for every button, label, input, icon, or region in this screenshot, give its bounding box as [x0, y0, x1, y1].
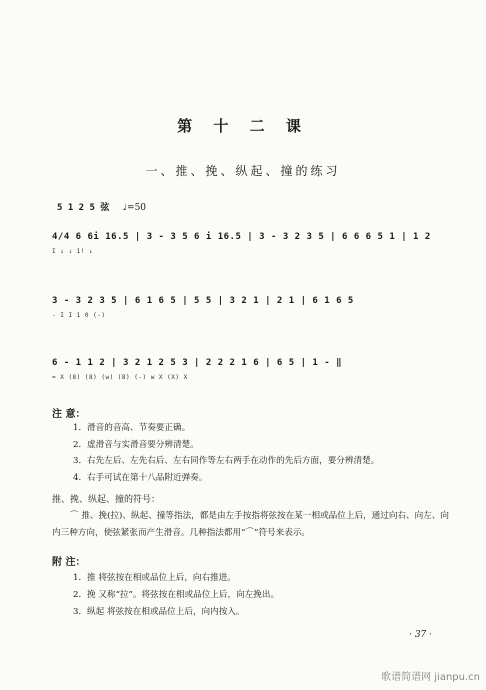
appendix-item: 3．纵起 将弦按在相或品位上后，向内按入。	[73, 607, 245, 617]
score-row-3	[52, 352, 446, 382]
lesson-title: 第 十 二 课	[177, 117, 309, 135]
score-row-notes: 6 - 1 1 2 | 3 2 1 2 5 3 | 2 2 2 1 6 | 6 5 | 1 - ‖	[52, 358, 343, 368]
notes-item: 4．右手可试在第十八品附近弹奏。	[73, 472, 208, 483]
page-number: · 37 ·	[409, 630, 432, 640]
score-row-2	[52, 290, 446, 320]
notes-list	[73, 420, 453, 486]
score-row-notes: 4/4 6 6i 16.5 | 3 - 3 5 6 i 16.5 | 3 - 3 2 3 5 | 6 6 6 5 1 | 1 2	[52, 232, 431, 242]
appendix-heading: 附 注：	[52, 557, 86, 568]
notes-item: 1．滑音的音高、节奏要正确。	[73, 423, 191, 433]
string-tuning: 5 1 2 5 弦	[57, 203, 110, 213]
appendix-item: 2．挽 又称“拉”。将弦按在相或品位上后，向左挽出。	[73, 590, 280, 600]
appendix-list	[73, 570, 453, 621]
symbol-description: ⌒ 推、挽(拉)、纵起、撞等指法，都是由左手按指将弦按在某一相或品位上后，通过向右、向左、向内三种方向，使弦紧张而产生滑音。几种指法都用“⌒”符号来表示。	[52, 511, 449, 538]
score-row-marks: = X (8) (8) (w) (8) (-) w X (X) X	[52, 374, 188, 381]
symbol-heading: 推、挽、纵起、撞的符号：	[52, 495, 161, 505]
appendix-item: 1．推 将弦按在相或品位上后，向右推进。	[73, 573, 236, 583]
section-title: 一、推、挽、纵起、撞的练习	[145, 164, 341, 178]
score-row-notes: 3 - 3 2 3 5 | 6 1 6 5 | 5 5 | 3 2 1 | 2 1 | 6 1 6 5	[52, 296, 354, 306]
score-row-marks: - I I 1 0 (-)	[52, 312, 106, 319]
notes-item: 3．右先左后、左先右后、左右同作等左右两手在动作的先后方面，要分辨清楚。	[73, 456, 380, 466]
notes-heading: 注 意：	[52, 409, 86, 420]
tempo-mark: ♩=50	[122, 203, 147, 213]
score-row-marks: I ↓ ↓ 1! ↓	[52, 248, 94, 255]
notes-item: 2．虚滑音与实滑音要分辨清楚。	[73, 439, 199, 450]
site-watermark: 歌谱简谱网 jianpu.cn	[381, 672, 480, 683]
score-row-1	[52, 226, 446, 256]
tuning-line	[57, 200, 146, 213]
